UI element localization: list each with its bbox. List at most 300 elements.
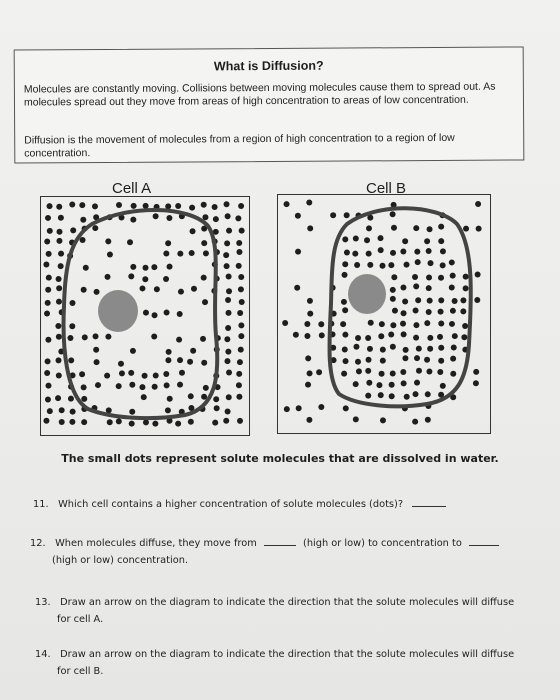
question-14-text-line2: for cell B.: [57, 666, 104, 677]
cell-b-membrane: [329, 208, 470, 406]
solute-dot: [164, 309, 170, 315]
solute-dot: [304, 321, 310, 327]
solute-dot: [438, 309, 444, 315]
solute-dot: [203, 250, 209, 256]
solute-dot: [449, 321, 455, 327]
cell-b-nucleus: [348, 274, 386, 314]
question-14-number: 14.: [35, 649, 51, 660]
question-12-text-part2: (high or low) to concentration to: [303, 538, 462, 549]
solute-dot: [295, 249, 301, 255]
solute-dot: [343, 358, 349, 364]
solute-dot: [239, 299, 245, 305]
solute-dot: [342, 272, 348, 278]
solute-dot: [473, 380, 479, 386]
solute-dot: [223, 252, 229, 258]
solute-dot: [45, 215, 51, 221]
solute-dot: [46, 251, 52, 257]
solute-dot: [116, 383, 122, 389]
solute-dot: [342, 347, 348, 353]
question-14-text: Draw an arrow on the diagram to indicate the direction that the solute molecules will diffuse: [60, 649, 515, 660]
solute-dot: [56, 373, 62, 379]
solute-dot: [427, 346, 433, 352]
solute-dot: [237, 418, 243, 424]
solute-dot: [380, 417, 386, 423]
solute-dot: [163, 371, 169, 377]
solute-dot: [378, 392, 384, 398]
solute-dot: [44, 310, 50, 316]
solute-dot: [403, 347, 409, 353]
solute-dot: [165, 407, 171, 413]
question-12-blank-2[interactable]: [469, 536, 499, 546]
solute-dot: [356, 368, 362, 374]
solute-dot: [236, 371, 242, 377]
solute-dot: [461, 334, 467, 340]
solute-dot: [43, 261, 49, 267]
solute-dot: [44, 238, 50, 244]
solute-dot: [416, 368, 422, 374]
solute-dot: [414, 249, 420, 255]
solute-dot: [460, 297, 466, 303]
solute-dot: [305, 382, 311, 388]
cell-a-nucleus: [98, 290, 138, 332]
solute-dot: [214, 405, 220, 411]
solute-dot: [380, 347, 386, 353]
solute-dot: [129, 421, 135, 427]
solute-dot: [343, 405, 349, 411]
solute-dot: [80, 217, 86, 223]
solute-dot: [438, 321, 444, 327]
solute-dot: [47, 228, 53, 234]
solute-dot: [70, 227, 76, 233]
solute-dot: [390, 211, 396, 217]
question-12-blank-1[interactable]: [264, 536, 296, 546]
solute-dot: [342, 307, 348, 313]
solute-dot: [55, 323, 61, 329]
solute-dot: [45, 300, 51, 306]
solute-dot: [475, 201, 481, 207]
question-13-text: Draw an arrow on the diagram to indicate the direction that the solute molecules will diffuse: [60, 597, 515, 608]
solute-dot: [93, 347, 99, 353]
solute-dot: [427, 298, 433, 304]
solute-dot: [235, 215, 241, 221]
solute-dot: [213, 216, 219, 222]
solute-dot: [355, 335, 361, 341]
solute-dot: [44, 370, 50, 376]
solute-dot: [424, 320, 430, 326]
solute-dot: [414, 355, 420, 361]
solute-dot: [190, 228, 196, 234]
solute-dot: [236, 382, 242, 388]
solute-dot: [45, 358, 51, 364]
solute-dot: [56, 334, 62, 340]
solute-dot: [238, 347, 244, 353]
solute-dot: [178, 289, 184, 295]
solute-dot: [191, 286, 197, 292]
solute-dot: [463, 285, 469, 291]
solute-dot: [152, 312, 158, 318]
solute-dot: [366, 380, 372, 386]
solute-dot: [401, 310, 407, 316]
question-11: [33, 496, 446, 513]
solute-dot: [47, 408, 53, 414]
solute-dot: [367, 346, 373, 352]
solute-dot: [166, 349, 172, 355]
cell-a-diagram[interactable]: [40, 196, 250, 436]
solute-dot: [355, 359, 361, 365]
solute-dot: [401, 331, 407, 337]
solute-dot: [45, 337, 51, 343]
solute-dot: [130, 217, 136, 223]
solute-dot: [151, 264, 157, 270]
solute-dot: [341, 299, 347, 305]
solute-dot: [389, 382, 395, 388]
box-title: What is Diffusion?: [213, 58, 324, 74]
solute-dot: [175, 203, 181, 209]
solute-dot: [46, 275, 52, 281]
solute-dot: [153, 373, 159, 379]
solute-dot: [236, 263, 242, 269]
question-12-text-part3: (high or low) concentration.: [52, 555, 189, 566]
solute-dot: [190, 348, 196, 354]
solute-dot: [104, 373, 110, 379]
solute-dot: [413, 322, 419, 328]
solute-dot: [93, 333, 99, 339]
question-13: [35, 594, 514, 628]
solute-dot: [427, 335, 433, 341]
solute-dot: [413, 391, 419, 397]
solute-dot: [428, 260, 434, 266]
solute-dot: [413, 335, 419, 341]
solute-dot: [340, 321, 346, 327]
solute-dot: [176, 337, 182, 343]
solute-dot: [69, 323, 75, 329]
solute-dot: [153, 213, 159, 219]
solute-dot: [56, 357, 62, 363]
solute-dot: [426, 369, 432, 375]
solute-dot: [201, 275, 207, 281]
solute-dot: [400, 321, 406, 327]
solute-dot: [392, 308, 398, 314]
solute-dot: [177, 251, 183, 257]
solute-dot: [294, 285, 300, 291]
solute-dot: [416, 346, 422, 352]
solute-dot: [128, 273, 134, 279]
solute-dot: [139, 285, 145, 291]
solute-dot: [400, 284, 406, 290]
solute-dot: [438, 238, 444, 244]
solute-dot: [378, 333, 384, 339]
solute-dot: [56, 285, 62, 291]
solute-dot: [390, 344, 396, 350]
solute-dot: [105, 274, 111, 280]
solute-dot: [130, 264, 136, 270]
solute-dot: [94, 359, 100, 365]
solute-dot: [450, 356, 456, 362]
solute-dot: [307, 311, 313, 317]
solute-dot: [440, 383, 446, 389]
solute-dot: [80, 237, 86, 243]
solute-dot: [142, 276, 148, 282]
solute-dot: [365, 393, 371, 399]
solute-dot: [342, 261, 348, 267]
solute-dot: [238, 203, 244, 209]
solute-dot: [69, 201, 75, 207]
solute-dot: [226, 310, 232, 316]
solute-dot: [202, 214, 208, 220]
solute-dot: [201, 240, 207, 246]
solute-dot: [43, 418, 49, 424]
question-13-number: 13.: [35, 597, 51, 608]
solute-dot: [139, 384, 145, 390]
solute-dot: [45, 287, 51, 293]
solute-dot: [293, 332, 299, 338]
solute-dot: [92, 225, 98, 231]
solute-dot: [47, 203, 53, 209]
solute-dot: [342, 332, 348, 338]
question-11-number: 11.: [33, 499, 49, 510]
solute-dot: [426, 309, 432, 315]
solute-dot: [307, 370, 313, 376]
solute-dot: [367, 262, 373, 268]
solute-dot: [68, 396, 74, 402]
solute-dot: [224, 240, 230, 246]
solute-dot: [438, 275, 444, 281]
solute-dot: [107, 252, 113, 258]
solute-dot: [201, 202, 207, 208]
solute-dot: [82, 334, 88, 340]
solute-dot: [69, 419, 75, 425]
solute-dot: [426, 248, 432, 254]
solute-dot: [401, 380, 407, 386]
solute-dot: [130, 348, 136, 354]
solute-dot: [437, 334, 443, 340]
solute-dot: [58, 251, 64, 257]
solute-dot: [364, 237, 370, 243]
solute-dot: [238, 274, 244, 280]
solute-dot: [225, 297, 231, 303]
solute-dot: [284, 201, 290, 207]
solute-dot: [151, 334, 157, 340]
solute-dot: [368, 320, 374, 326]
solute-dot: [390, 322, 396, 328]
solute-dot: [224, 263, 230, 269]
solute-dot: [426, 274, 432, 280]
question-13-text-line2: for cell A.: [57, 614, 104, 625]
solute-dot: [296, 405, 302, 411]
solute-dot: [390, 250, 396, 256]
solute-dot: [105, 334, 111, 340]
solute-dot: [450, 273, 456, 279]
solute-dot: [400, 249, 406, 255]
solute-dot: [295, 213, 301, 219]
solute-dot: [165, 240, 171, 246]
solute-dot: [143, 310, 149, 316]
solute-dot: [143, 419, 149, 425]
solute-dot: [402, 238, 408, 244]
solute-dot: [415, 259, 421, 265]
solute-dot: [225, 325, 231, 331]
solute-dot: [307, 298, 313, 304]
solute-dot: [425, 417, 431, 423]
question-11-answer-blank[interactable]: [412, 497, 446, 507]
solute-dot: [224, 358, 230, 364]
solute-dot: [45, 397, 51, 403]
solute-dot: [402, 355, 408, 361]
solute-dot: [475, 272, 481, 278]
solute-dot: [105, 238, 111, 244]
solute-dot: [81, 384, 87, 390]
solute-dot: [116, 202, 122, 208]
solute-dot: [305, 355, 311, 361]
solute-dot: [426, 285, 432, 291]
solute-dot: [366, 251, 372, 257]
solute-dot: [238, 286, 244, 292]
solute-dot: [413, 225, 419, 231]
solute-dot: [201, 394, 207, 400]
solute-dot: [344, 250, 350, 256]
solute-dot: [284, 406, 290, 412]
solute-dot: [344, 212, 350, 218]
solute-dot: [352, 251, 358, 257]
solute-dot: [451, 345, 457, 351]
solute-dot: [188, 393, 194, 399]
solute-dot: [83, 265, 89, 271]
solute-dot: [81, 287, 87, 293]
solute-dot: [330, 212, 336, 218]
solute-dot: [163, 251, 169, 257]
solute-dot: [55, 395, 61, 401]
solute-dot: [304, 333, 310, 339]
box-paragraph-2: Diffusion is the movement of molecules from a region of high concentration to a region of low concentration.: [24, 131, 455, 160]
solute-dot: [449, 259, 455, 265]
solute-dot: [143, 265, 149, 271]
solute-dot: [237, 310, 243, 316]
solute-dot: [70, 409, 76, 415]
solute-dot: [59, 407, 65, 413]
solute-dot: [226, 369, 232, 375]
solute-dot: [118, 361, 124, 367]
solute-dot: [236, 249, 242, 255]
box-paragraph-1: Molecules are constantly moving. Collisions between moving molecules cause them to spread out. As molecules spread out they move from areas of high concentration to areas of low concentration.: [23, 80, 496, 109]
solute-dot: [224, 336, 230, 342]
solute-dot: [380, 358, 386, 364]
question-12-text-part1: When molecules diffuse, they move from: [55, 538, 257, 549]
solute-dot: [179, 370, 185, 376]
solute-dot: [58, 215, 64, 221]
solute-dot: [353, 235, 359, 241]
solute-dot: [225, 349, 231, 355]
solute-dot: [239, 228, 245, 234]
solute-dot: [440, 262, 446, 268]
solute-dot: [141, 394, 147, 400]
solute-dot: [365, 368, 371, 374]
solute-dot: [167, 264, 173, 270]
solute-dot: [68, 357, 74, 363]
solute-dot: [226, 288, 232, 294]
solute-dot: [390, 296, 396, 302]
solute-dot: [425, 391, 431, 397]
solute-dot: [154, 286, 160, 292]
solute-dot: [452, 298, 458, 304]
solute-dot: [94, 289, 100, 295]
solute-dot: [187, 359, 193, 365]
solute-dot: [319, 332, 325, 338]
solute-dot: [474, 297, 480, 303]
solute-dot: [462, 323, 468, 329]
solute-dot: [389, 393, 395, 399]
solute-dot: [225, 409, 231, 415]
solute-dot: [116, 418, 122, 424]
solute-dot: [366, 225, 372, 231]
solute-dot: [412, 274, 418, 280]
solute-dot: [202, 299, 208, 305]
solute-dot: [238, 322, 244, 328]
solute-dot: [365, 335, 371, 341]
solute-dot: [119, 370, 125, 376]
solute-dot: [129, 382, 135, 388]
solute-dot: [376, 382, 382, 388]
solute-dot: [81, 396, 87, 402]
solute-dot: [226, 274, 232, 280]
solute-dot: [177, 311, 183, 317]
question-14: [35, 646, 514, 680]
solute-dot: [473, 369, 479, 375]
solute-dot: [379, 371, 385, 377]
solute-dot: [388, 332, 394, 338]
solute-dot: [354, 262, 360, 268]
solute-dot: [58, 263, 64, 269]
solute-dot: [438, 358, 444, 364]
solute-dot: [402, 299, 408, 305]
solute-dot: [438, 345, 444, 351]
solute-dot: [390, 287, 396, 293]
solute-dot: [450, 308, 456, 314]
solute-dot: [414, 380, 420, 386]
solute-dot: [404, 394, 410, 400]
solute-dot: [460, 308, 466, 314]
solute-dot: [92, 203, 98, 209]
question-11-text: Which cell contains a higher concentration of solute molecules (dots)?: [58, 499, 404, 510]
cell-b-diagram[interactable]: [277, 194, 491, 434]
solute-dot: [127, 239, 133, 245]
solute-dot: [212, 420, 218, 426]
solute-dot: [390, 371, 396, 377]
solute-dot: [424, 238, 430, 244]
solute-dot: [79, 202, 85, 208]
solute-dot: [353, 381, 359, 387]
solute-dot: [164, 382, 170, 388]
solute-dot: [388, 262, 394, 268]
solute-dot: [56, 238, 62, 244]
cell-a-label: Cell A: [112, 180, 152, 197]
solute-dot: [413, 283, 419, 289]
question-12-number: 12.: [30, 538, 46, 549]
solute-dot: [177, 357, 183, 363]
solute-dot: [353, 416, 359, 422]
solute-dot: [200, 336, 206, 342]
solute-dot: [238, 333, 244, 339]
solute-dot: [59, 419, 65, 425]
solute-dot: [306, 417, 312, 423]
solute-dot: [163, 276, 169, 282]
solute-dot: [342, 236, 348, 242]
solute-dot: [341, 371, 347, 377]
solute-dot: [463, 274, 469, 280]
solute-dot: [380, 263, 386, 269]
solute-dot: [189, 250, 195, 256]
solute-dot: [213, 396, 219, 402]
solute-dot: [437, 369, 443, 375]
